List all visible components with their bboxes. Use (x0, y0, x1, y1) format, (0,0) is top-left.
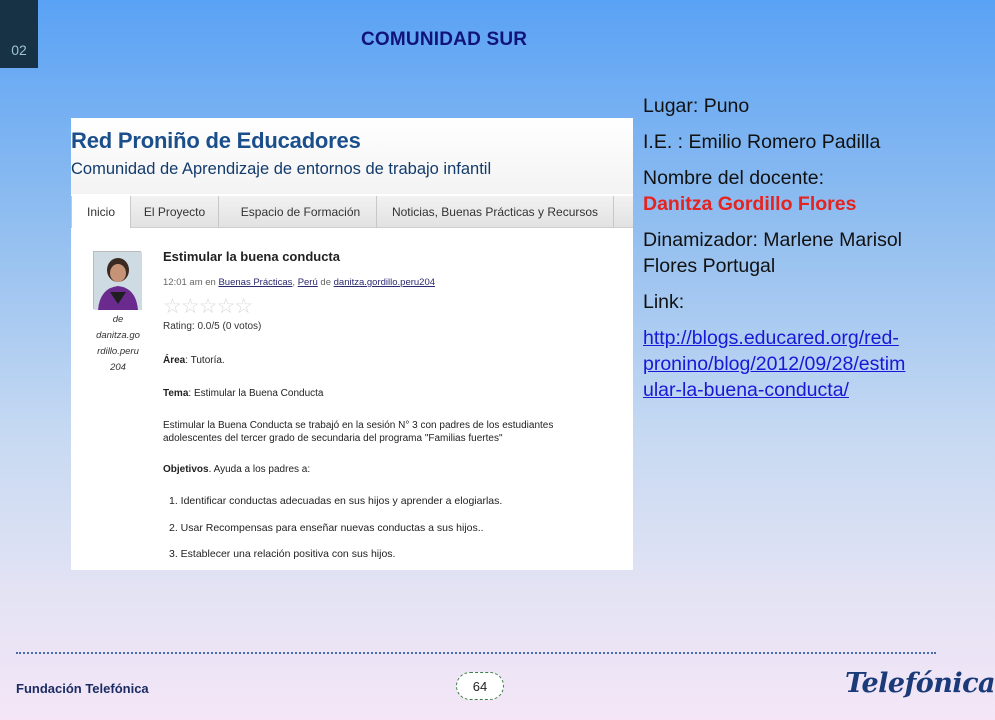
rating-text: Rating: 0.0/5 (0 votos) (163, 321, 262, 332)
author-link[interactable]: danitza.gordillo.peru204 (333, 277, 436, 288)
objective-item: 3. Establecer una relación positiva con sus hijos. (169, 548, 396, 560)
docente-block (643, 165, 908, 217)
blog-link[interactable]: http://blogs.educared.org/red-pronino/blog/2012/09/28/estimular-la-buena-conducta/ (643, 327, 906, 401)
post-meta: 12:01 am en Buenas Prácticas, Perú de danitza.gordillo.peru204 (163, 277, 436, 288)
blog-screenshot (71, 118, 633, 570)
tab-inicio[interactable]: Inicio (71, 196, 131, 228)
author-avatar[interactable] (93, 251, 141, 309)
slide-number: 02 (11, 42, 27, 58)
avatar-photo (94, 252, 142, 310)
link-label: Link: (643, 291, 685, 313)
post-body: Estimular la Buena Conducta se trabajó en la sesión N° 3 con padres de los estudiantes adolescentes del tercer grado de secundaria del programa "Familias fuertes" (163, 420, 554, 444)
objective-item: 1. Identificar conductas adecuadas en sus hijos y aprender a elogiarlas. (169, 495, 503, 507)
tab-el-proyecto[interactable]: El Proyecto (131, 196, 219, 228)
category-link-peru[interactable]: Perú (297, 277, 318, 288)
category-link-buenas-practicas[interactable]: Buenas Prácticas (218, 277, 293, 288)
post-title[interactable]: Estimular la buena conducta (163, 249, 340, 264)
lugar-text: Lugar: Puno (643, 95, 750, 117)
site-subtitle: Comunidad de Aprendizaje de entornos de trabajo infantil (71, 160, 492, 178)
slide-number-badge (0, 0, 38, 68)
site-nav (71, 196, 633, 228)
dinamizador-text: Dinamizador: Marlene Marisol Flores Portugal (643, 229, 903, 277)
rating-stars-icon[interactable]: ☆☆☆☆☆ (163, 295, 253, 318)
footer-divider (16, 652, 936, 654)
page-number: 64 (456, 672, 504, 700)
info-panel (643, 93, 908, 403)
docente-name: Danitza Gordillo Flores (643, 193, 857, 215)
docente-label: Nombre del docente: (643, 167, 825, 189)
tab-noticias[interactable]: Noticias, Buenas Prácticas y Recursos (377, 196, 614, 228)
area-line: Área: Tutoría. (163, 355, 225, 366)
site-header (71, 118, 633, 194)
slide-title: COMUNIDAD SUR (361, 29, 528, 50)
institucion-text: I.E. : Emilio Romero Padilla (643, 131, 881, 153)
footer-organization: Fundación Telefónica (16, 681, 149, 696)
tema-line: Tema: Estimular la Buena Conducta (163, 388, 324, 399)
objective-item: 2. Usar Recompensas para enseñar nuevas conductas a sus hijos.. (169, 522, 484, 534)
telefonica-logo: Telefónica (845, 668, 995, 699)
objetivos-line: Objetivos. Ayuda a los padres a: (163, 464, 311, 475)
site-title: Red Proniño de Educadores (71, 128, 361, 153)
tab-espacio-formacion[interactable]: Espacio de Formación (225, 196, 377, 228)
author-caption[interactable]: de danitza.go rdillo.peru 204 (96, 314, 140, 373)
